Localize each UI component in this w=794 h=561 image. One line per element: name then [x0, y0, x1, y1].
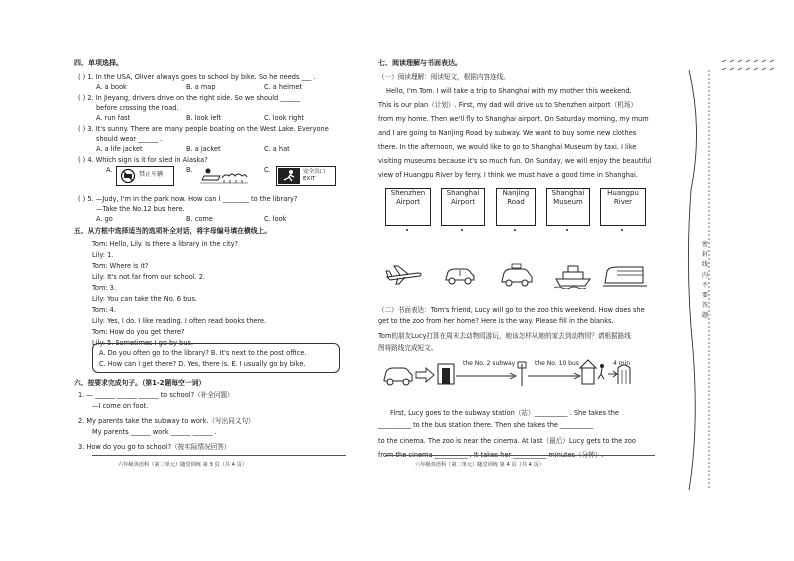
sentence-2-prompt: 2. My parents take the subway to work.（写出同义句） [78, 417, 255, 425]
exit-sign-icon [276, 166, 336, 186]
taxi-icon [499, 263, 535, 289]
passage-line-1: Hello, I'm Tom. I will take a trip to Shanghai with my mother this weekend. [386, 87, 632, 95]
no-vehicles-sign-icon [116, 166, 174, 186]
q5-option-c: C. look [264, 215, 287, 223]
question-2-cont: before crossing the road. [96, 104, 179, 112]
place-shanghai-museum [546, 188, 590, 226]
q3-option-b: B. a jacket [186, 145, 221, 153]
place-huangpu-river [600, 188, 646, 226]
options-row-2: C. How can I get there? D. Yes, there is. E. I usually go by bike. [99, 360, 306, 368]
dialogue-line-5: Tom: 3. [92, 284, 116, 292]
place-3-line-2: Road [507, 198, 525, 207]
section-7-title: 七、阅读理解与书面表达。 [378, 59, 462, 67]
passage-line-6: visiting museums because it's so much fun. On Sunday, we will enjoy the beautiful [378, 157, 652, 165]
question-2: ( ) 2. In Jieyang, drivers drive on the right side. So we should ______ [78, 94, 301, 102]
place-shanghai-airport [441, 188, 485, 226]
airplane-icon [384, 263, 424, 287]
question-3-cont: should wear ______ . [96, 135, 163, 143]
passage-line-5: there. In the afternoon, we would like to go to Shanghai Museum by taxi. I like [378, 143, 637, 151]
place-5-line-2: River [613, 198, 633, 207]
sled-dogs-sign-icon [200, 162, 248, 186]
question-5-cont: —Take the No.12 bus here. [96, 205, 185, 213]
seal-char: 内 [701, 271, 708, 279]
sentence-1-question: 1. — ______ ______ ______ to school?（补全问题） [78, 391, 234, 399]
passage-line-2: This is our plan（计划）. First, my dad will drive us to Shenzhen airport（机场） [378, 101, 637, 109]
writing-line-2: __________ to the bus station there. Then she takes the __________ [378, 421, 594, 429]
place-1-line-2: Airport [396, 198, 420, 207]
dialogue-line-10: Lily: 5. Sometimes I go by bus. [92, 339, 194, 347]
seal-char: 题 [701, 312, 708, 320]
match-dot[interactable] [406, 229, 408, 231]
options-row-1: A. Do you often go to the library? B. It's next to the post office. [99, 349, 307, 357]
car-icon [443, 263, 477, 287]
sign-a-label: 禁止车辆 [139, 171, 164, 178]
q4-option-a: A. [106, 166, 113, 174]
right-footer: 六年级英语科（第二单元）随堂训练 第 4 页（共 4 页） [415, 462, 544, 468]
q5-option-a: A. go [96, 215, 113, 223]
place-2-line-2: Airport [451, 198, 475, 207]
writing-line-4: from the cinema __________ . It takes her __________ minutes（分钟）. [378, 451, 604, 459]
section-5-title: 五、从方框中选择适当的选项补全对话，将字母编号填在横线上。 [74, 227, 272, 235]
ferry-icon [554, 263, 592, 289]
route-bus-stop-icon [518, 362, 526, 386]
route-subway-label: the No. 2 subway [463, 360, 516, 367]
dialogue-line-6: Lily: You can take the No. 6 bus. [92, 295, 197, 303]
q2-option-a: A. run fast [96, 114, 131, 122]
question-1: ( ) 1. In the USA, Oliver always goes to school by bike. So he needs ___ . [78, 73, 316, 81]
left-footer: 六年级英语科（第二单元）随堂训练 第 3 页（共 4 页） [118, 462, 247, 468]
q2-option-b: B. look left [186, 114, 222, 122]
dialogue-line-9: Tom: How do you get there? [92, 328, 185, 336]
question-4: ( ) 4. Which sign is it for sled in Alaska? [78, 156, 208, 164]
writing-instr-1: get to the zoo from her home? Here is the way. Please fill in the blanks. [378, 317, 614, 325]
place-2-line-1: Shanghai [446, 189, 480, 197]
place-3-line-1: Nanjing [502, 189, 530, 197]
dialogue-line-4: Lily: It's not far from our school. 2. [92, 273, 206, 281]
seal-char: 不 [701, 281, 708, 289]
q1-option-a: A. a book [96, 83, 127, 91]
passage-line-3: from my home. Then we'll fly to Shanghai airport. On Saturday morning, my mum [378, 115, 649, 123]
seal-char: 要 [701, 291, 708, 299]
dialogue-line-2: Lily: 1. [92, 251, 114, 259]
train-icon [603, 263, 647, 289]
question-5: ( ) 5. —Judy, I'm in the park now. How can I ________ to the library? [78, 195, 298, 203]
sentence-3-prompt: 3. How do you go to school?（按实际情况回答） [78, 443, 231, 451]
dialogue-line-1: Tom: Hello, Lily. Is there a library in the city? [92, 240, 239, 248]
passage-line-4: and I are going to Nanjing Road by subway. We want to buy some new clothes [378, 129, 637, 137]
answer-options-box [92, 343, 340, 373]
place-nanjing-road [496, 188, 536, 226]
sentence-1-answer: —I come on foot. [92, 402, 149, 410]
q1-option-b: B. a map [186, 83, 216, 91]
route-car-icon [384, 368, 412, 385]
seal-char: 答 [701, 302, 708, 310]
place-5-line-1: Huangpu [607, 189, 639, 197]
seal-char: 封 [701, 251, 708, 259]
q1-option-c: C. a helmet [264, 83, 303, 91]
q3-option-c: C. a hat [264, 145, 290, 153]
route-walk-label: 4 min [613, 360, 631, 367]
q5-option-b: B. come [186, 215, 213, 223]
sentence-2-blank: My parents ______ work ______ ______ . [92, 428, 217, 436]
dialogue-line-3: Tom: Where is it? [92, 262, 149, 270]
right-footer-rule [385, 455, 655, 456]
section-4-title: 四、单项选择。 [74, 59, 123, 67]
dialogue-line-8: Lily: Yes, I do. I like reading. I often read books there. [92, 317, 267, 325]
dialogue-line-7: Tom: 4. [92, 306, 116, 314]
q4-option-b: B. [186, 166, 193, 174]
route-walk-icon [598, 364, 604, 379]
left-footer-rule [92, 455, 346, 456]
q3-option-a: A. a life jacket [96, 145, 143, 153]
route-subway-icon [438, 364, 454, 384]
q4-option-c: C. [264, 166, 271, 174]
place-1-line-1: Shenzhen [390, 189, 426, 197]
place-shenzhen-airport [385, 188, 431, 226]
match-dot[interactable] [566, 229, 568, 231]
seal-line-text [700, 240, 710, 322]
match-dot[interactable] [621, 229, 623, 231]
writing-line-1: First, Lucy goes to the subway station（站）__________ . She takes the [390, 409, 619, 417]
route-zoo-icon [618, 365, 630, 384]
reading-instructions: （一）阅读理解：阅读短文，根据内容连线。 [378, 73, 510, 81]
seal-char: 密 [701, 241, 708, 248]
writing-line-3: to the cinema. The zoo is near the cinema. At last（最后）Lucy gets to the zoo [378, 437, 636, 445]
match-dot[interactable] [514, 229, 516, 231]
writing-instr-2: Tom的朋友Lucy打算在周末去动物园游玩，她该怎样从她的家去到动物园？请根据路线 [378, 332, 631, 340]
route-bus-label: the No. 10 bus [535, 360, 579, 367]
question-3: ( ) 3. It's sunny. There are many people boating on the West Lake. Everyone [78, 125, 329, 133]
writing-instr-3: 图将路线完成短文。 [378, 344, 438, 352]
seal-char: 线 [701, 261, 708, 269]
q2-option-c: C. look right [264, 114, 305, 122]
place-4-line-1: Shanghai [551, 189, 585, 197]
section-6-title: 六、按要求完成句子。（第1-2题每空一词） [74, 379, 206, 387]
writing-title: （二）书面表达：Tom's friend, Lucy will go to the zoo this weekend. How does she [378, 306, 645, 314]
route-cinema-icon [580, 360, 596, 384]
match-dot[interactable] [461, 229, 463, 231]
sign-c-label: 安全出口 EXIT [303, 169, 326, 182]
corner-hatching [722, 58, 782, 78]
place-4-line-2: Museum [553, 198, 583, 207]
passage-line-7: view of Huangpu River by ferry. I think we must have a good time in Shanghai. [378, 171, 638, 179]
